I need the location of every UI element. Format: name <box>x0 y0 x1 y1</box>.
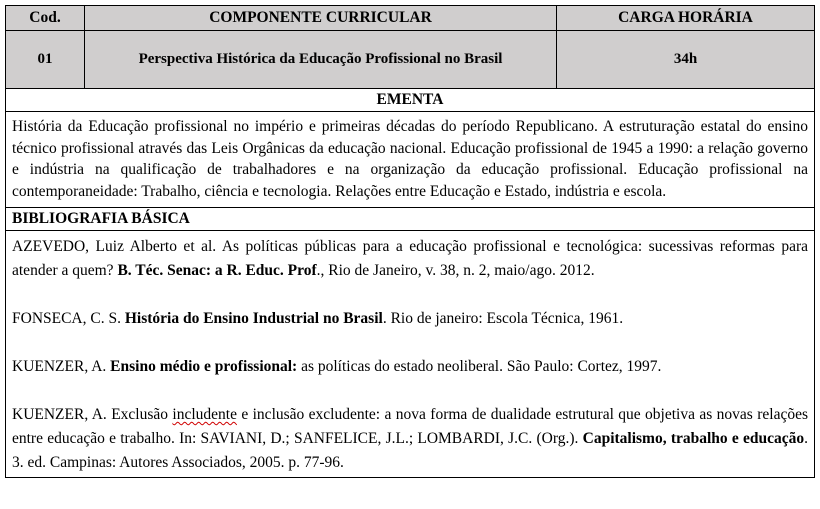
reference-title: Ensino médio e profissional: <box>110 358 298 375</box>
reference-text: . Rio de janeiro: Escola Técnica, 1961. <box>382 310 624 327</box>
reference-text: FONSECA, C. S. <box>12 310 125 327</box>
ementa-text-row <box>6 112 815 208</box>
reference-item <box>12 355 808 379</box>
header-hours: CARGA HORÁRIA <box>557 6 815 31</box>
curriculum-document <box>5 5 814 478</box>
reference-text: ., Rio de Janeiro, v. 38, n. 2, maio/ago. 2012. <box>316 262 595 279</box>
reference-text: AZEVEDO, Luiz Alberto et al. As políticas públicas para a educação profissional e tecnológica: sucessivas reformas para atender a quem? <box>12 238 808 279</box>
bibliography-list <box>6 231 815 478</box>
reference-title: B. Téc. Senac: a R. Educ. Prof <box>117 262 317 279</box>
course-name: Perspectiva Histórica da Educação Profissional no Brasil <box>85 31 557 89</box>
reference-item <box>12 307 808 331</box>
reference-text: KUENZER, A. Exclusão <box>12 406 173 423</box>
ementa-title: EMENTA <box>6 89 815 112</box>
reference-item <box>12 403 808 475</box>
header-row <box>6 6 815 31</box>
course-row <box>6 31 815 89</box>
reference-title: História do Ensino Industrial no Brasil <box>124 310 383 327</box>
reference-title: Capitalismo, trabalho e educação <box>582 430 805 447</box>
reference-text: e inclusão excludente: a nova forma de dualidade estrutural que objetiva as novas relações entre educação e trabalho. In: SAVIANI, D.; SANFELICE, J.L.; LOMBARDI, J.C. (Org.). <box>12 406 808 447</box>
bibliography-row <box>6 231 815 478</box>
header-code: Cod. <box>6 6 85 31</box>
reference-item <box>12 235 808 283</box>
reference-text: KUENZER, A. <box>12 358 111 375</box>
course-code: 01 <box>6 31 85 89</box>
reference-text: as políticas do estado neoliberal. São Paulo: Cortez, 1997. <box>297 358 662 375</box>
ementa-title-row <box>6 89 815 112</box>
ementa-text: História da Educação profissional no império e primeiras décadas do período Republicano. A estruturação estatal do ensino técnico profissional através das Leis Orgânicas da educação nacional. Educação profissional de 1945 a 1990: a relação governo e indústria na qualificação de trabalhadores e na organização da educação profissional. Educação profissional na contemporaneidade: Trabalho, ciência e tecnologia. Relações entre Educação e Estado, indústria e escola. <box>6 112 815 208</box>
bibliography-title: BIBLIOGRAFIA BÁSICA <box>6 208 815 231</box>
header-component: COMPONENTE CURRICULAR <box>85 6 557 31</box>
bibliography-title-row <box>6 208 815 231</box>
reference-text: . 3. ed. Campinas: Autores Associados, 2005. p. 77-96. <box>12 430 808 471</box>
course-hours: 34h <box>557 31 815 89</box>
spellcheck-flagged-word: includente <box>172 406 237 423</box>
curriculum-table <box>5 5 815 478</box>
